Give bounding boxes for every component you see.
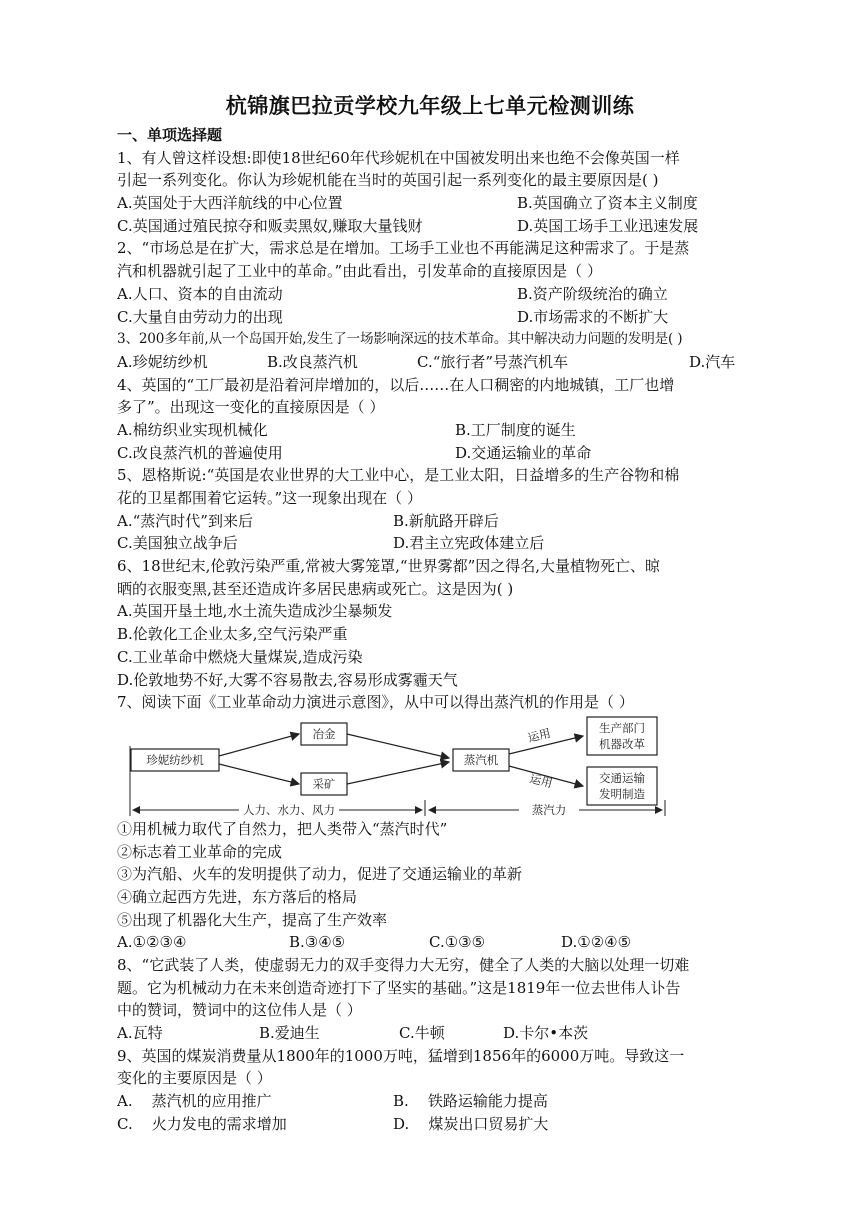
option-b: B. 铁路运输能力提高 <box>393 1092 548 1111</box>
box-production-label-2: 机器改革 <box>599 736 645 751</box>
question-8-line-1: 8、“它武装了人类，使虚弱无力的双手变得力大无穷，健全了人类的大脑以处理一切难 <box>117 956 690 974</box>
question-6-line-1: 6、18世纪末,伦敦污染严重,常被大雾笼罩,“世界雾都”因之得名,大量植物死亡、晾 <box>117 557 661 576</box>
option-d: D.英国工场手工业迅速发展 <box>517 216 699 235</box>
statement-5: ⑤出现了机器化大生产，提高了生产效率 <box>117 910 388 929</box>
option-d: D.君主立宪政体建立后 <box>393 534 545 553</box>
question-7-options <box>117 931 777 954</box>
question-8-line-2: 题。它为机械动力在未来创造奇迹打下了坚实的基础。”这是1819年一位去世伟人讣告 <box>117 978 681 997</box>
question-2-options-row-1 <box>117 283 777 306</box>
option-a: A.棉纺织业实现机械化 <box>117 420 268 439</box>
statement-4: ④确立起西方先进，东方落后的格局 <box>117 887 358 906</box>
option-a: A.①②③④ <box>117 933 187 952</box>
power-label-steam: 蒸汽力 <box>531 802 567 817</box>
arrow-metallurgy-to-steam <box>347 734 449 758</box>
option-a: A.英国处于大西洋航线的中心位置 <box>117 194 343 213</box>
option-d: D.市场需求的不断扩大 <box>517 307 669 326</box>
arrow-to-metallurgy <box>219 734 299 756</box>
arrow-label-use-2: 运用 <box>528 771 554 791</box>
question-1-line-2: 引起一系列变化。你认为珍妮机能在当时的英国引起一系列变化的最主要原因是( ) <box>117 171 659 190</box>
option-c: C.牛顿 <box>399 1024 445 1043</box>
question-7-line-1: 7、阅读下面《工业革命动力演进示意图》，从中可以得出蒸汽机的作用是（ ） <box>117 693 634 712</box>
option-b: B.资产阶级统治的确立 <box>517 284 668 303</box>
option-c: C.工业革命中燃烧大量煤炭,造成污染 <box>117 647 363 666</box>
question-4-line-2: 多了”。出现这一变化的直接原因是（ ） <box>117 398 385 417</box>
statement-2: ②标志着工业革命的完成 <box>117 842 283 861</box>
question-1-line-1: 1、有人曾这样设想:即使18世纪60年代珍妮机在中国被发明出来也绝不会像英国一样 <box>117 148 680 167</box>
box-metallurgy-label: 冶金 <box>312 726 336 741</box>
question-5-options-row-1 <box>117 510 777 533</box>
option-a: A.英国开垦土地,水土流失造成沙尘暴频发 <box>117 602 393 621</box>
option-c: C.①③⑤ <box>429 933 486 952</box>
arrow-mining-to-steam <box>347 762 449 784</box>
option-c: C. 火力发电的需求增加 <box>117 1114 287 1133</box>
box-mining-label: 采矿 <box>312 776 336 791</box>
option-b: B.爱迪生 <box>259 1024 320 1043</box>
question-3-options <box>117 351 777 374</box>
option-a: A.瓦特 <box>117 1024 163 1043</box>
exam-content <box>117 124 777 1136</box>
option-c: C.改良蒸汽机的普遍使用 <box>117 443 283 462</box>
option-b: B.改良蒸汽机 <box>267 352 358 371</box>
option-d: D. 煤炭出口贸易扩大 <box>393 1114 549 1133</box>
question-6-line-2: 晒的衣服变黑,甚至还造成许多居民患病或死亡。这是因为( ) <box>117 579 514 598</box>
option-b: B.英国确立了资本主义制度 <box>517 194 698 213</box>
question-3-line-1: 3、200多年前,从一个岛国开始,发生了一场影响深远的技术革命。其中解决动力问题的发明是( ) <box>117 331 683 348</box>
option-c: C.“旅行者”号蒸汽机车 <box>417 352 569 371</box>
question-2-options-row-2 <box>117 306 777 329</box>
question-8-line-3: 中的赞词，赞词中的这位伟人是（ ） <box>117 1001 362 1020</box>
option-b: B.新航路开辟后 <box>393 511 499 530</box>
option-d: D.①②④⑤ <box>561 933 632 952</box>
question-5-options-row-2 <box>117 532 777 555</box>
question-9-line-1: 9、英国的煤炭消费量从1800年的1000万吨，猛增到1856年的6000万吨。导致这一 <box>117 1046 685 1065</box>
box-transport-label-1: 交通运输 <box>599 770 645 785</box>
box-transport-label-2: 发明制造 <box>599 786 645 801</box>
option-b: B.工厂制度的诞生 <box>455 420 576 439</box>
option-d: D.汽车 <box>689 352 736 371</box>
box-spinning-jenny-label: 珍妮纺纱机 <box>146 752 204 767</box>
question-5-line-2: 花的卫星都围着它运转。”这一现象出现在（ ） <box>117 489 422 507</box>
page-title: 杭锦旗巴拉贡学校九年级上七单元检测训练 <box>225 94 635 118</box>
statement-1: ①用机械力取代了自然力，把人类带入“蒸汽时代” <box>117 819 448 838</box>
option-b: B.伦敦化工企业太多,空气污染严重 <box>117 625 348 644</box>
question-9-line-2: 变化的主要原因是（ ） <box>117 1069 272 1088</box>
option-a: A.“蒸汽时代”到来后 <box>117 511 253 530</box>
question-4-line-1: 4、英国的“工厂最初是沿着河岸增加的，以后……在人口稠密的内地城镇，工厂也增 <box>117 375 675 394</box>
question-8-options <box>117 1022 777 1045</box>
question-4-options-row-2 <box>117 442 777 465</box>
question-2-line-1: 2、“市场总是在扩大，需求总是在增加。工场手工业也不再能满足这种需求了。于是蒸 <box>117 239 690 258</box>
option-c: C.美国独立战争后 <box>117 534 238 553</box>
question-1-options-row-1 <box>117 192 777 215</box>
question-2-line-2: 汽和机器就引起了工业中的革命。”由此看出，引发革命的直接原因是（ ） <box>117 262 602 281</box>
box-production-label-1: 生产部门 <box>599 720 645 735</box>
power-evolution-diagram <box>117 716 777 818</box>
option-d: D.卡尔•本茨 <box>503 1024 589 1043</box>
question-1-options-row-2 <box>117 215 777 238</box>
option-d: D.交通运输业的革命 <box>455 443 592 462</box>
question-9-options-row-2 <box>117 1113 777 1136</box>
arrow-to-mining <box>219 764 299 784</box>
option-a: A. 蒸汽机的应用推广 <box>117 1092 272 1111</box>
arrow-label-use-1: 运用 <box>526 725 553 745</box>
question-4-options-row-1 <box>117 419 777 442</box>
option-b: B.③④⑤ <box>289 933 346 952</box>
option-a: A.人口、资本的自由流动 <box>117 284 283 303</box>
diagram-svg <box>129 716 669 818</box>
option-c: C.大量自由劳动力的出现 <box>117 307 283 326</box>
statement-3: ③为汽船、火车的发明提供了动力，促进了交通运输业的革新 <box>117 865 523 884</box>
option-c: C.英国通过殖民掠夺和贩卖黑奴,赚取大量钱财 <box>117 216 423 235</box>
option-a: A.珍妮纺纱机 <box>117 352 208 371</box>
section-heading: 一、单项选择题 <box>117 126 223 144</box>
question-5-line-1: 5、恩格斯说:“英国是农业世界的大工业中心，是工业太阳，日益增多的生产谷物和棉 <box>117 466 680 485</box>
option-d: D.伦敦地势不好,大雾不容易散去,容易形成雾霾天气 <box>117 670 458 689</box>
power-label-natural: 人力、水力、风力 <box>243 802 335 817</box>
question-9-options-row-1 <box>117 1090 777 1113</box>
box-steam-engine-label: 蒸汽机 <box>463 752 499 767</box>
